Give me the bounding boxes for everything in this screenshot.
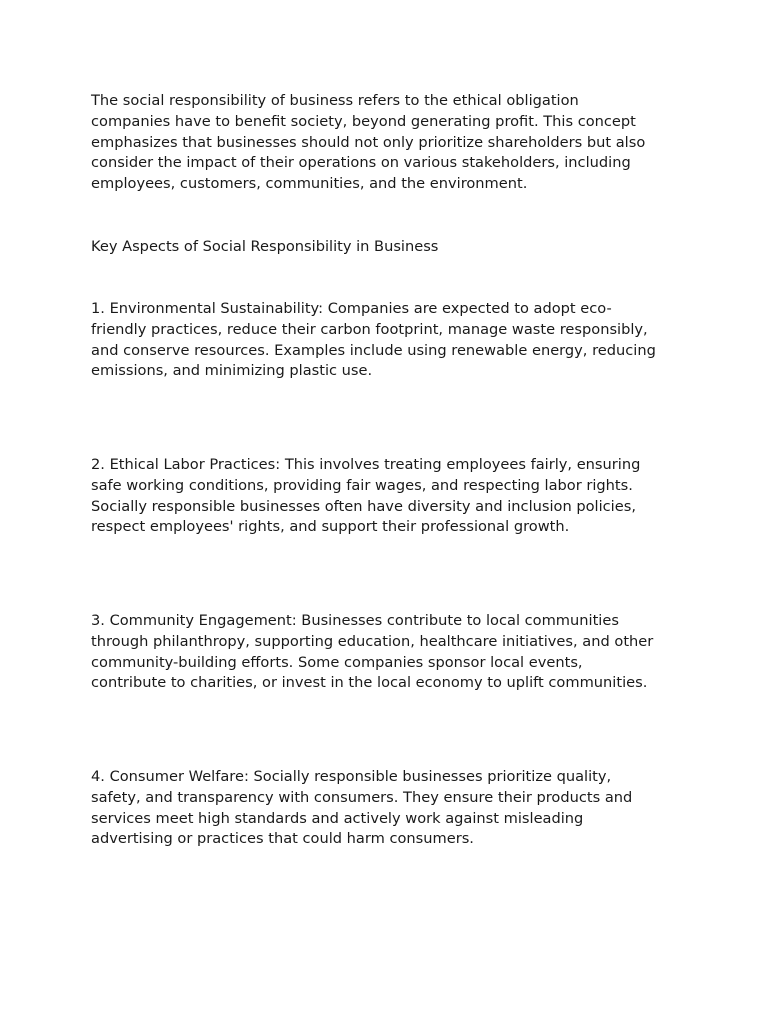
list-item-line: Socially responsible businesses often have diversity and inclusion policies,	[91, 497, 636, 515]
list-item-line: 4. Consumer Welfare: Socially responsible businesses prioritize quality,	[91, 768, 612, 785]
list-item-line: services meet high standards and actively work against misleading	[91, 809, 584, 827]
list-item-line: advertising or practices that could harm consumers.	[91, 830, 474, 848]
list-item-line: respect employees' rights, and support their professional growth.	[91, 518, 570, 536]
list-item-line: community-building efforts. Some companies sponsor local events,	[91, 653, 583, 671]
intro-line: employees, customers, communities, and the environment.	[91, 175, 528, 193]
list-item-line: safety, and transparency with consumers. They ensure their products and	[91, 788, 633, 806]
list-item-line: and conserve resources. Examples include using renewable energy, reducing	[91, 341, 656, 359]
intro-line: consider the impact of their operations on various stakeholders, including	[91, 154, 631, 172]
list-item-environmental-sustainability	[91, 299, 681, 382]
list-item-line: 1. Environmental Sustainability: Companies are expected to adopt eco-	[91, 300, 612, 317]
list-item-line: emissions, and minimizing plastic use.	[91, 362, 373, 380]
section-heading	[91, 237, 681, 258]
intro-line: The social responsibility of business refers to the ethical obligation	[91, 92, 579, 109]
list-item-line: 2. Ethical Labor Practices: This involves treating employees fairly, ensuring	[91, 456, 641, 473]
list-item-line: 3. Community Engagement: Businesses contribute to local communities	[91, 612, 619, 629]
list-item-line: contribute to charities, or invest in the local economy to uplift communities.	[91, 674, 648, 692]
intro-paragraph	[91, 91, 681, 195]
list-item-line: friendly practices, reduce their carbon footprint, manage waste responsibly,	[91, 320, 648, 338]
list-item-line: through philanthropy, supporting education, healthcare initiatives, and other	[91, 632, 654, 650]
list-item-line: safe working conditions, providing fair wages, and respecting labor rights.	[91, 476, 633, 494]
intro-line: companies have to benefit society, beyond generating profit. This concept	[91, 112, 636, 130]
list-item-consumer-welfare	[91, 767, 681, 850]
section-heading-text: Key Aspects of Social Responsibility in Business	[91, 238, 439, 255]
intro-line: emphasizes that businesses should not only prioritize shareholders but also	[91, 133, 646, 151]
list-item-ethical-labor-practices	[91, 455, 681, 538]
list-item-community-engagement	[91, 611, 681, 694]
